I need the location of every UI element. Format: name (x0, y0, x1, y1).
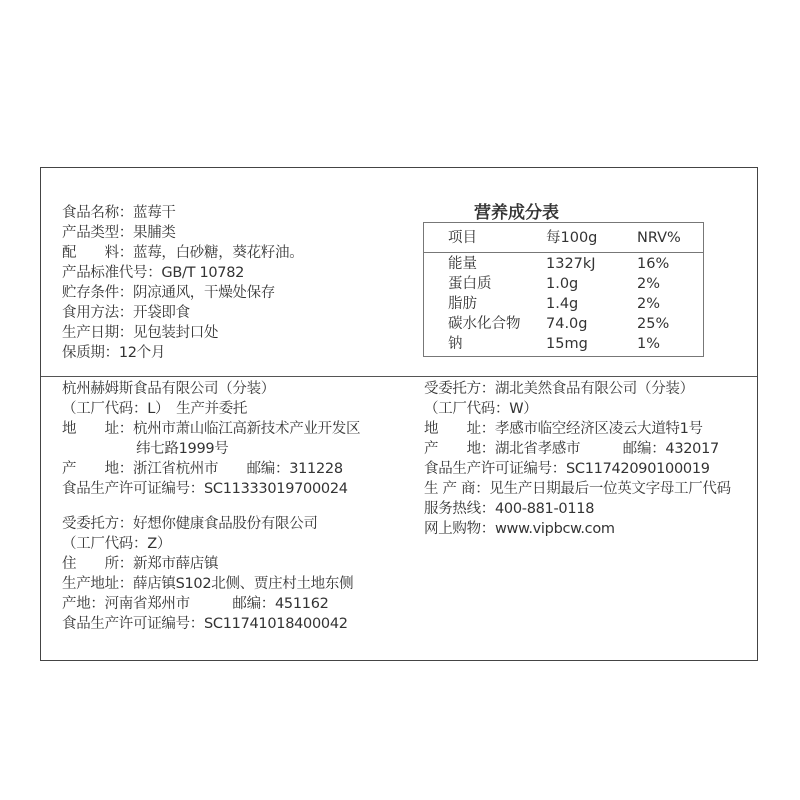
standard-code-line: 产品标准代号：GB/T 10782 (62, 265, 245, 281)
nutrition-title: 营养成分表 (474, 203, 559, 223)
license-line-z: 食品生产许可证编号：SC11741018400042 (62, 616, 348, 632)
address-line-2: 纬七路1999号 (136, 441, 229, 457)
product-type-line: 产品类型：果脯类 (62, 225, 176, 241)
nutrition-table: 项目 每100g NRV% 能量 1327kJ 16% 蛋白质 1.0g 2% 脂肪 1.4g 2% 碳水化合物 74.0g 25% 钠 15mg 1% (423, 222, 704, 357)
production-date-line: 生产日期：见包装封口处 (62, 325, 219, 341)
factory-code-line: （工厂代码：L） 生产并委托 (62, 401, 248, 417)
producer-line: 生 产 商：见生产日期最后一位英文字母工厂代码 (424, 481, 731, 497)
entrusted-party-line: 受委托方：好想你健康食品股份有限公司 (62, 516, 318, 532)
nutrition-header-nrv: NRV% (637, 230, 681, 246)
company-line: 杭州赫姆斯食品有限公司（分装） (62, 381, 275, 397)
license-line-w: 食品生产许可证编号：SC11742090100019 (424, 461, 710, 477)
service-hotline-line: 服务热线：400-881-0118 (424, 501, 595, 517)
nutrition-header-divider (424, 252, 703, 253)
entrusted-party-line-w: 受委托方：湖北美然食品有限公司（分装） (424, 381, 694, 397)
nutrition-header-item: 项目 (448, 230, 477, 246)
residence-line: 住 所：新郑市薛店镇 (62, 556, 219, 572)
license-line: 食品生产许可证编号：SC11333019700024 (62, 481, 348, 497)
factory-code-line-w: （工厂代码：W） (424, 401, 538, 417)
product-name-line: 食品名称：蓝莓干 (62, 205, 176, 221)
shelf-life-line: 保质期：12个月 (62, 345, 166, 361)
online-shop-line: 网上购物：www.vipbcw.com (424, 521, 615, 537)
ingredients-line: 配 料：蓝莓，白砂糖，葵花籽油。 (62, 245, 304, 261)
origin-line: 产 地：浙江省杭州市 邮编：311228 (62, 461, 343, 477)
storage-line: 贮存条件：阴凉通风，干燥处保存 (62, 285, 275, 301)
section-divider (41, 376, 757, 377)
factory-code-line-z: （工厂代码：Z） (62, 536, 172, 552)
production-address-line: 生产地址：薛店镇S102北侧、贾庄村土地东侧 (62, 576, 354, 592)
usage-line: 食用方法：开袋即食 (62, 305, 190, 321)
nutrition-header-per100g: 每100g (546, 230, 598, 246)
address-line-w: 地 址：孝感市临空经济区凌云大道特1号 (424, 421, 703, 437)
origin-line-w: 产 地：湖北省孝感市 邮编：432017 (424, 441, 719, 457)
address-line: 地 址：杭州市萧山临江高新技术产业开发区 (62, 421, 361, 437)
origin-line-z: 产地：河南省郑州市 邮编：451162 (62, 596, 329, 612)
